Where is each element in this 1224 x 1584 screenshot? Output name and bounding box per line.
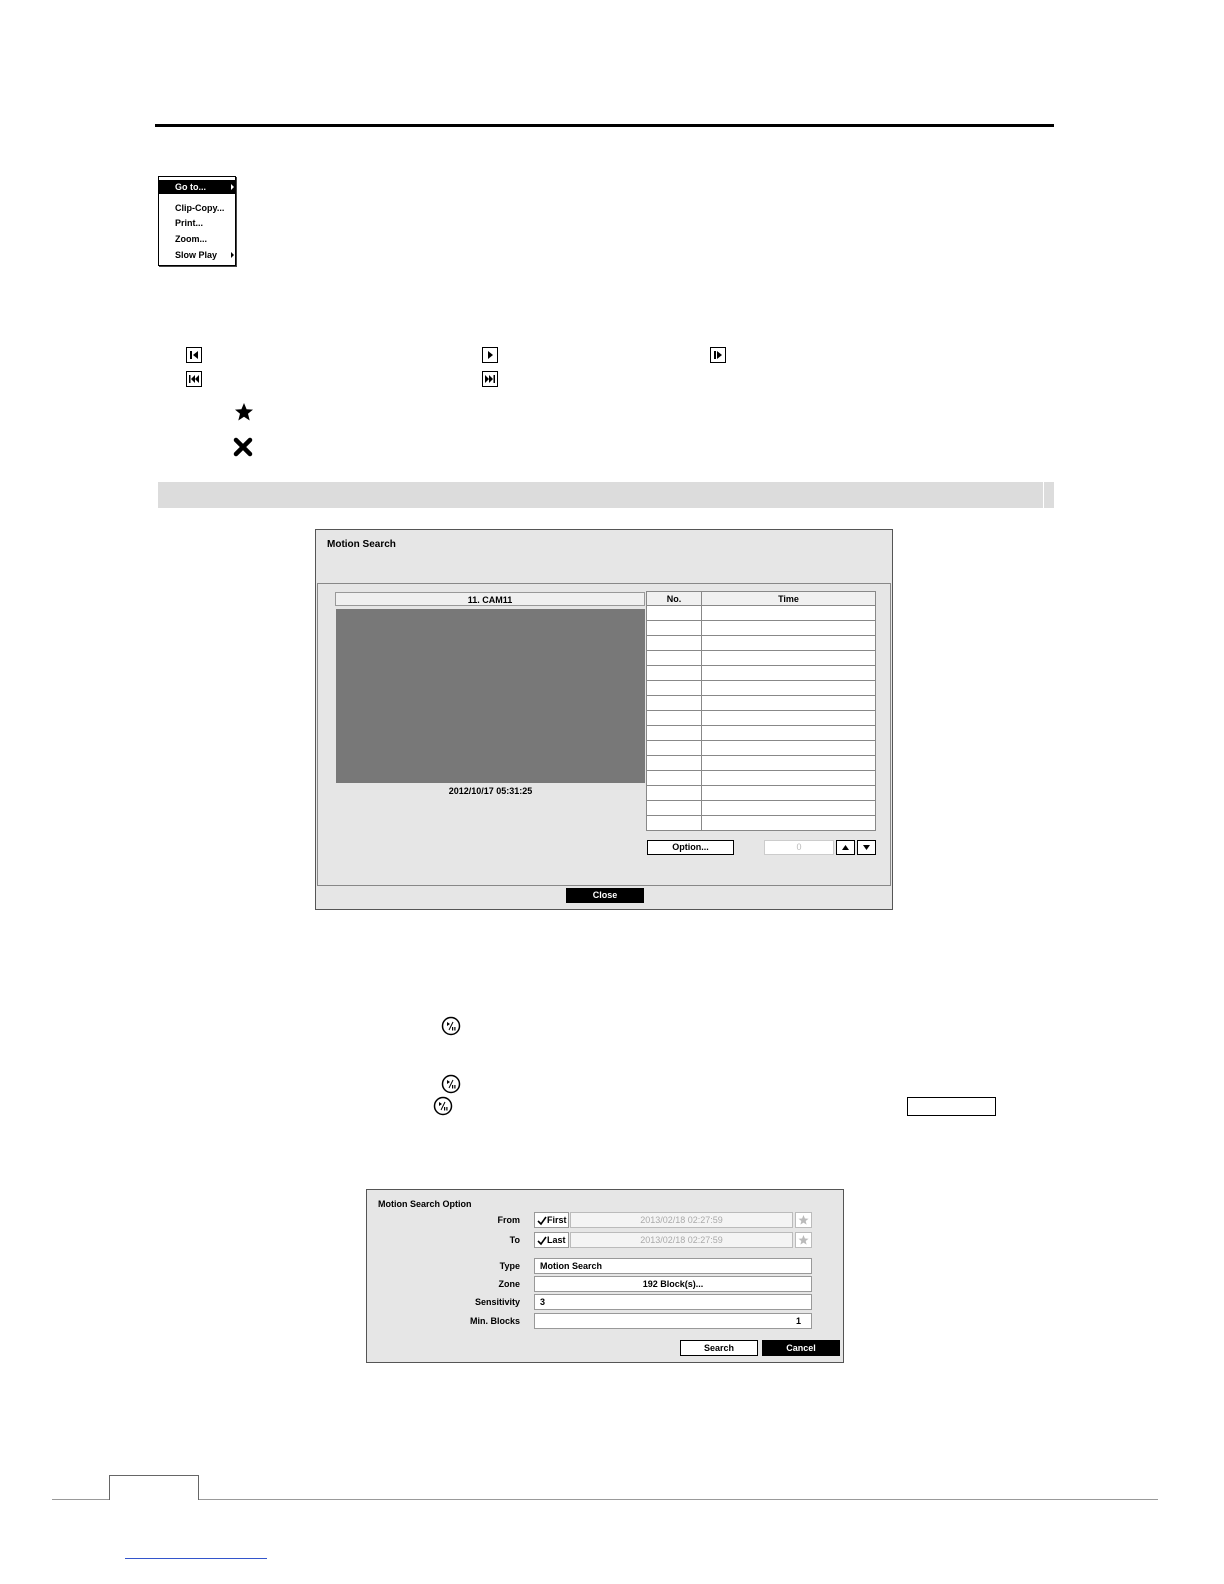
to-last-checkbox[interactable] xyxy=(534,1232,569,1248)
checkbox-label: First xyxy=(547,1215,567,1225)
dialog-title: Motion Search xyxy=(327,539,396,550)
option-button[interactable]: Option... xyxy=(647,840,734,855)
menu-item-label: Print... xyxy=(175,218,204,228)
checkbox-label: Last xyxy=(547,1235,566,1245)
table-row[interactable] xyxy=(647,756,876,771)
table-row[interactable] xyxy=(647,816,876,831)
table-row[interactable] xyxy=(647,651,876,666)
footer-rule xyxy=(52,1499,1158,1500)
sensitivity-dropdown[interactable]: 3 xyxy=(534,1294,812,1310)
cell-time xyxy=(702,681,876,696)
min-blocks-spinner[interactable]: 1 xyxy=(534,1313,812,1329)
arrow-down-icon xyxy=(858,841,875,854)
step-forward-icon xyxy=(710,347,726,363)
cell-time xyxy=(702,696,876,711)
column-header-time: Time xyxy=(702,592,876,606)
cell-time xyxy=(702,666,876,681)
table-row[interactable] xyxy=(647,801,876,816)
header-rule xyxy=(155,124,1054,127)
cell-time xyxy=(702,726,876,741)
cell-no xyxy=(647,636,702,651)
from-date-field[interactable]: 2013/02/18 02:27:59 xyxy=(570,1212,793,1228)
context-menu xyxy=(158,176,236,266)
submenu-arrow-icon xyxy=(231,252,234,258)
table-row[interactable] xyxy=(647,606,876,621)
cell-time xyxy=(702,816,876,831)
cell-no xyxy=(647,741,702,756)
rewind-icon xyxy=(186,371,202,387)
sensitivity-label: Sensitivity xyxy=(474,1297,520,1307)
from-first-checkbox[interactable] xyxy=(534,1212,569,1228)
from-calendar-button[interactable] xyxy=(795,1212,812,1228)
cell-time xyxy=(702,621,876,636)
inline-button-illustration xyxy=(907,1097,996,1116)
scroll-down-button[interactable] xyxy=(857,840,876,855)
table-row[interactable] xyxy=(647,621,876,636)
table-row[interactable] xyxy=(647,741,876,756)
submenu-arrow-icon xyxy=(231,184,234,190)
zone-button[interactable]: 192 Block(s)... xyxy=(534,1276,812,1292)
to-calendar-button[interactable] xyxy=(795,1232,812,1248)
cell-time xyxy=(702,651,876,666)
results-table xyxy=(646,591,876,831)
checkmark-icon xyxy=(537,1236,547,1246)
camera-title: 11. CAM11 xyxy=(335,592,645,606)
play-pause-icon xyxy=(433,1096,453,1116)
play-pause-icon xyxy=(441,1016,461,1036)
from-label: From xyxy=(497,1215,520,1225)
menu-item-zoom[interactable] xyxy=(159,232,235,246)
table-row[interactable] xyxy=(647,666,876,681)
close-x-icon xyxy=(233,437,253,457)
table-row[interactable] xyxy=(647,771,876,786)
min-blocks-label: Min. Blocks xyxy=(469,1316,520,1326)
cell-time xyxy=(702,786,876,801)
to-date-field[interactable]: 2013/02/18 02:27:59 xyxy=(570,1232,793,1248)
step-back-icon xyxy=(186,347,202,363)
cell-no xyxy=(647,621,702,636)
cancel-button[interactable]: Cancel xyxy=(762,1340,840,1356)
cell-no xyxy=(647,786,702,801)
search-button[interactable]: Search xyxy=(680,1340,758,1356)
page-number-tab xyxy=(109,1475,199,1500)
to-label: To xyxy=(509,1235,520,1245)
video-timestamp: 2012/10/17 05:31:25 xyxy=(448,786,533,796)
zone-label: Zone xyxy=(498,1279,520,1289)
section-heading-band xyxy=(158,482,1054,508)
cell-no xyxy=(647,801,702,816)
close-button[interactable]: Close xyxy=(566,888,644,903)
video-preview[interactable] xyxy=(336,609,645,783)
column-header-no: No. xyxy=(647,592,702,606)
menu-item-label: Slow Play xyxy=(175,250,218,260)
cell-no xyxy=(647,816,702,831)
cell-time xyxy=(702,606,876,621)
cell-no xyxy=(647,651,702,666)
table-row[interactable] xyxy=(647,711,876,726)
play-icon xyxy=(482,347,498,363)
menu-item-label: Clip-Copy... xyxy=(175,203,225,213)
table-row[interactable] xyxy=(647,726,876,741)
menu-item-clip-copy[interactable] xyxy=(159,201,235,215)
table-row[interactable] xyxy=(647,696,876,711)
menu-item-label: Zoom... xyxy=(175,234,207,244)
cell-no xyxy=(647,666,702,681)
type-label: Type xyxy=(499,1261,520,1271)
spinner-value: 0 xyxy=(796,842,802,852)
cell-time xyxy=(702,756,876,771)
motion-search-option-dialog xyxy=(366,1189,844,1363)
star-icon xyxy=(796,1233,811,1247)
cell-no xyxy=(647,711,702,726)
menu-item-go-to[interactable] xyxy=(159,180,235,194)
footer-link-underline xyxy=(125,1558,267,1559)
cell-no xyxy=(647,756,702,771)
result-index-spinner[interactable] xyxy=(764,840,834,855)
motion-search-dialog xyxy=(315,529,893,910)
cell-no xyxy=(647,726,702,741)
cell-time xyxy=(702,711,876,726)
cell-time xyxy=(702,741,876,756)
play-pause-icon xyxy=(441,1074,461,1094)
checkmark-icon xyxy=(537,1216,547,1226)
cell-time xyxy=(702,636,876,651)
scroll-up-button[interactable] xyxy=(836,840,855,855)
dialog-title: Motion Search Option xyxy=(378,1199,472,1209)
table-row[interactable] xyxy=(647,636,876,651)
menu-item-print[interactable] xyxy=(159,216,235,230)
menu-item-label: Go to... xyxy=(175,182,206,192)
cell-no xyxy=(647,696,702,711)
dialog-content-panel xyxy=(317,583,891,886)
menu-item-slow-play[interactable] xyxy=(159,248,235,262)
arrow-up-icon xyxy=(837,841,854,854)
star-icon xyxy=(234,402,254,422)
star-icon xyxy=(796,1213,811,1227)
table-row[interactable] xyxy=(647,681,876,696)
cell-no xyxy=(647,681,702,696)
fast-forward-icon xyxy=(482,371,498,387)
cell-time xyxy=(702,801,876,816)
table-row[interactable] xyxy=(647,786,876,801)
type-dropdown[interactable]: Motion Search xyxy=(534,1258,812,1274)
cell-no xyxy=(647,606,702,621)
cell-time xyxy=(702,771,876,786)
cell-no xyxy=(647,771,702,786)
